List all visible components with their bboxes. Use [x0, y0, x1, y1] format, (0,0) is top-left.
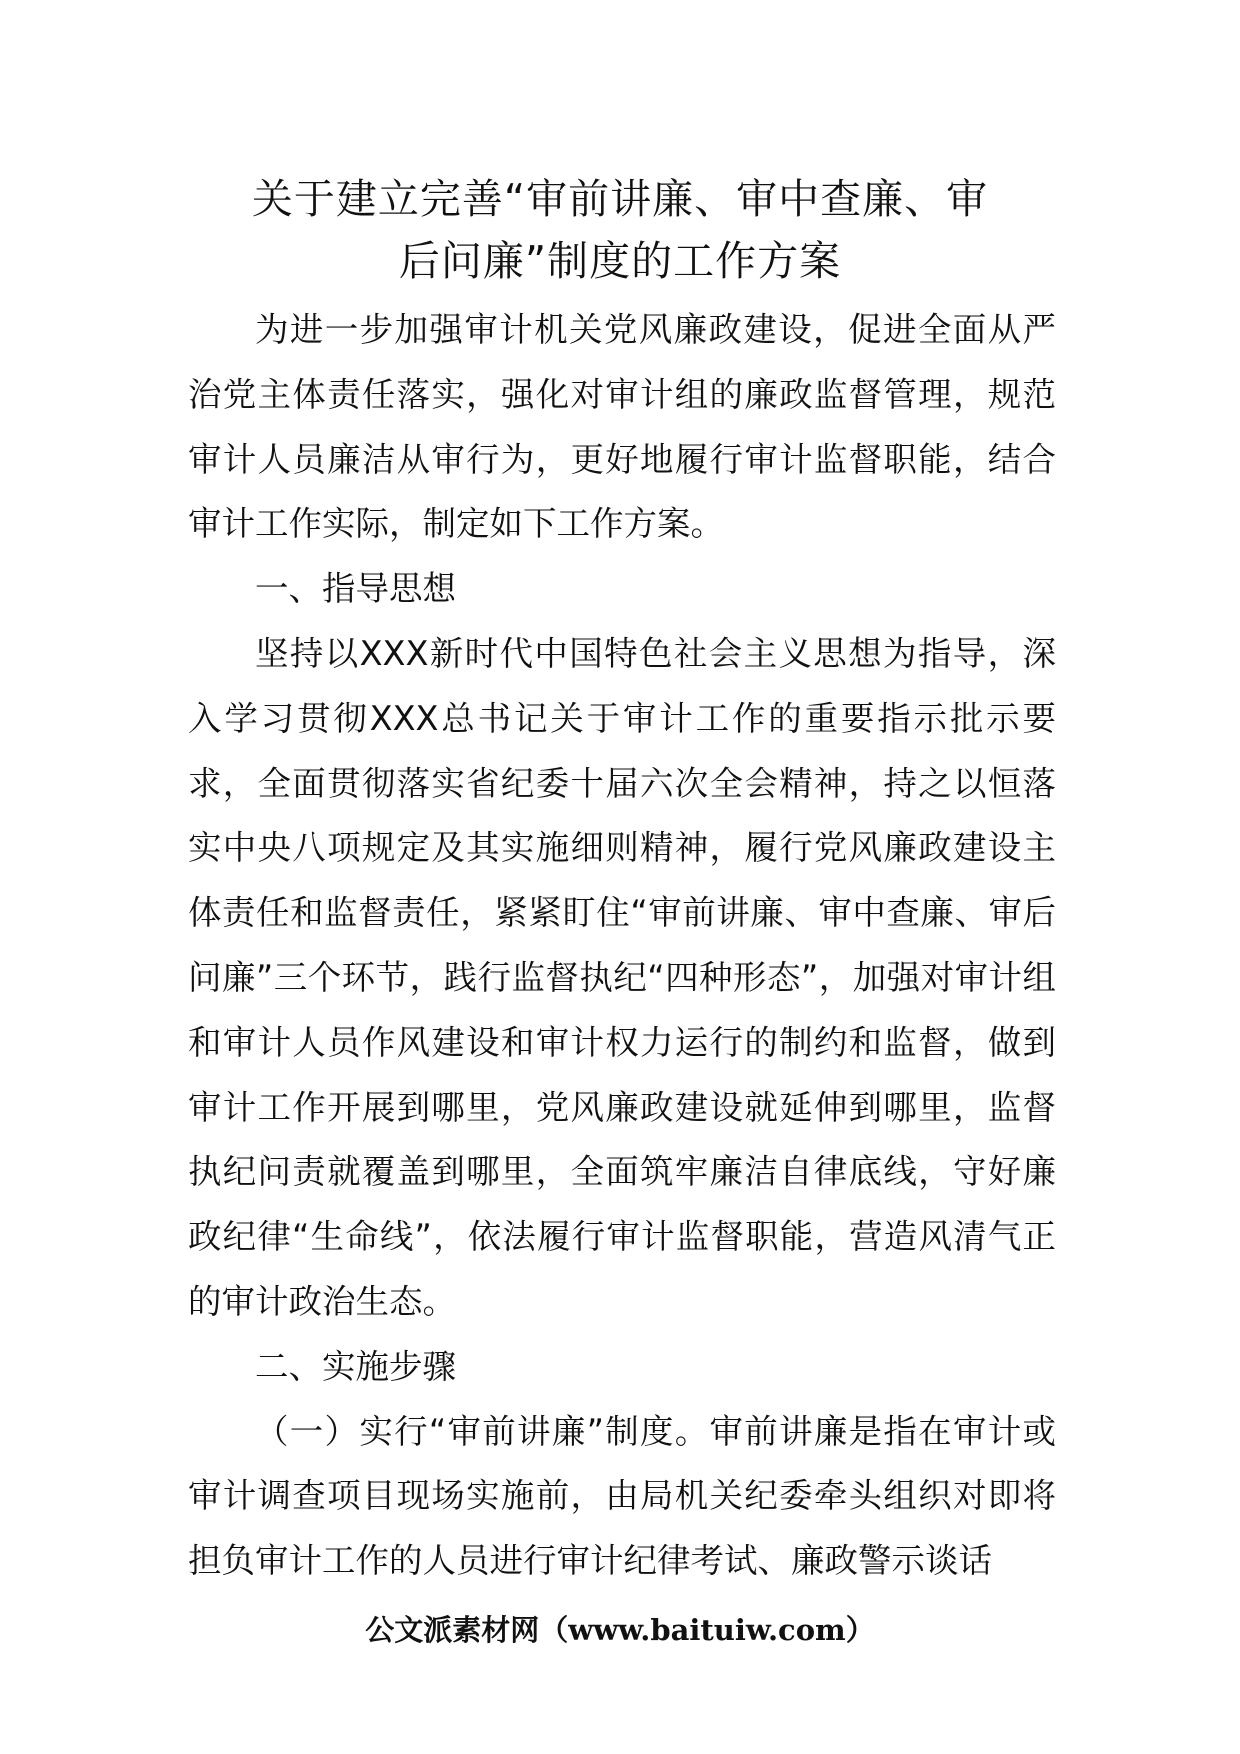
footer-watermark: 公文派素材网（www.baituiw.com） — [365, 1613, 875, 1647]
section-heading-guiding-ideology: 一、指导思想 — [255, 569, 456, 609]
guiding-ideology-paragraph: 坚持以XXX新时代中国特色社会主义思想为指导，深入学习贯彻XXX总书记关于审计工作的重要指示批示要求，全面贯彻落实省纪委十届六次全会精神，持之以恒落实中央八项规定及其实施细则精神，履行党风廉政建设主体责任和监督责任，紧紧盯住“审前讲廉、审中查廉、审后问廉”三个环节，践行监督执纪“四种形态”，加强对审计组和审计人员作风建设和审计权力运行的制约和监督，做到审计工作开展到哪里，党风廉政建设就延伸到哪里，监督执纪问责就覆盖到哪里，全面筑牢廉洁自律底线，守好廉政纪律“生命线”，依法履行审计监督职能，营造风清气正的审计政治生态。 — [188, 633, 1056, 1321]
document-title — [150, 168, 1090, 292]
title-line-2: 后问廉”制度的工作方案 — [398, 237, 842, 285]
intro-paragraph: 为进一步加强审计机关党风廉政建设，促进全面从严治党主体责任落实，强化对审计组的廉政监督管理，规范审计人员廉洁从审行为，更好地履行审计监督职能，结合审计工作实际，制定如下工作方案。 — [188, 310, 1056, 544]
title-line-1: 关于建立完善“审前讲廉、审中查廉、审 — [251, 175, 989, 223]
section-heading-implementation-steps: 二、实施步骤 — [255, 1346, 456, 1386]
document-body — [188, 298, 1056, 1594]
step-one-paragraph: （一）实行“审前讲廉”制度。审前讲廉是指在审计或审计调查项目现场实施前，由局机关纪委牵头组织对即将担负审计工作的人员进行审计纪律考试、廉政警示谈话 — [188, 1411, 1056, 1581]
